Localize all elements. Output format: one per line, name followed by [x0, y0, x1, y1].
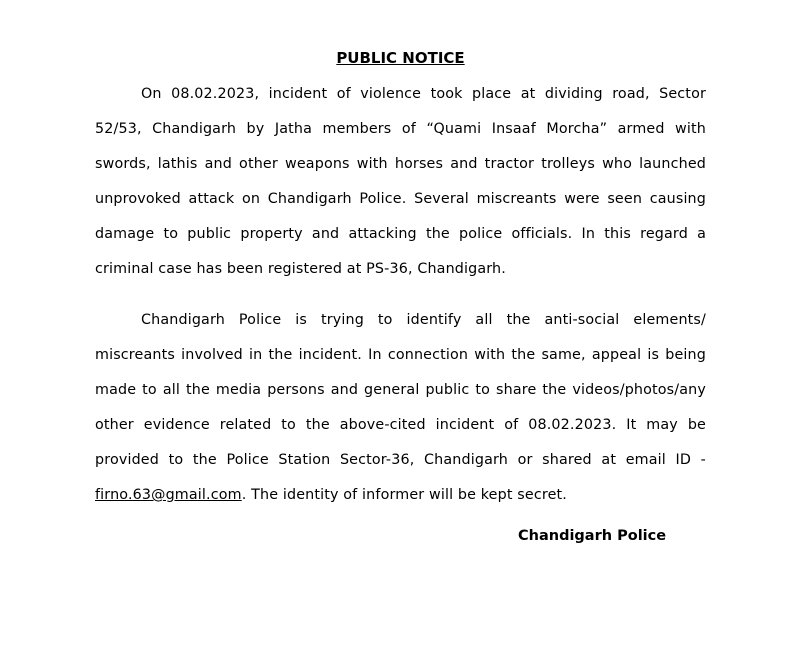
email-link[interactable]: firno.63@gmail.com: [95, 487, 242, 503]
signature: Chandigarh Police: [518, 528, 667, 544]
appeal-tail-text: . The identity of informer will be kept secret.: [241, 487, 567, 503]
public-notice-document: [95, 47, 706, 513]
paragraph-spacer: [95, 287, 706, 303]
notice-title: PUBLIC NOTICE: [336, 49, 465, 67]
appeal-text: Chandigarh Police is trying to identify all the anti-social elements/ miscreants involved in the incident. In connection with the same, appeal is being made to all the media persons and general public to share the videos/photos/any other evidence related to the above-cited incident of 08.02.2023. It may be provided to the Police Station Sector-36, Chandigarh or shared at email ID -: [95, 312, 706, 468]
notice-paragraph-appeal: [95, 303, 706, 513]
notice-paragraph-incident: [95, 77, 706, 287]
incident-text: On 08.02.2023, incident of violence took place at dividing road, Sector 52/53, Chandigarh by Jatha members of “Quami Insaaf Morcha” armed with swords, lathis and other weapons with horses and tractor trolleys who launched unprovoked attack on Chandigarh Police. Several miscreants were seen causing damage to public property and attacking the police officials. In this regard a criminal case has been registered at PS-36, Chandigarh.: [95, 86, 706, 277]
